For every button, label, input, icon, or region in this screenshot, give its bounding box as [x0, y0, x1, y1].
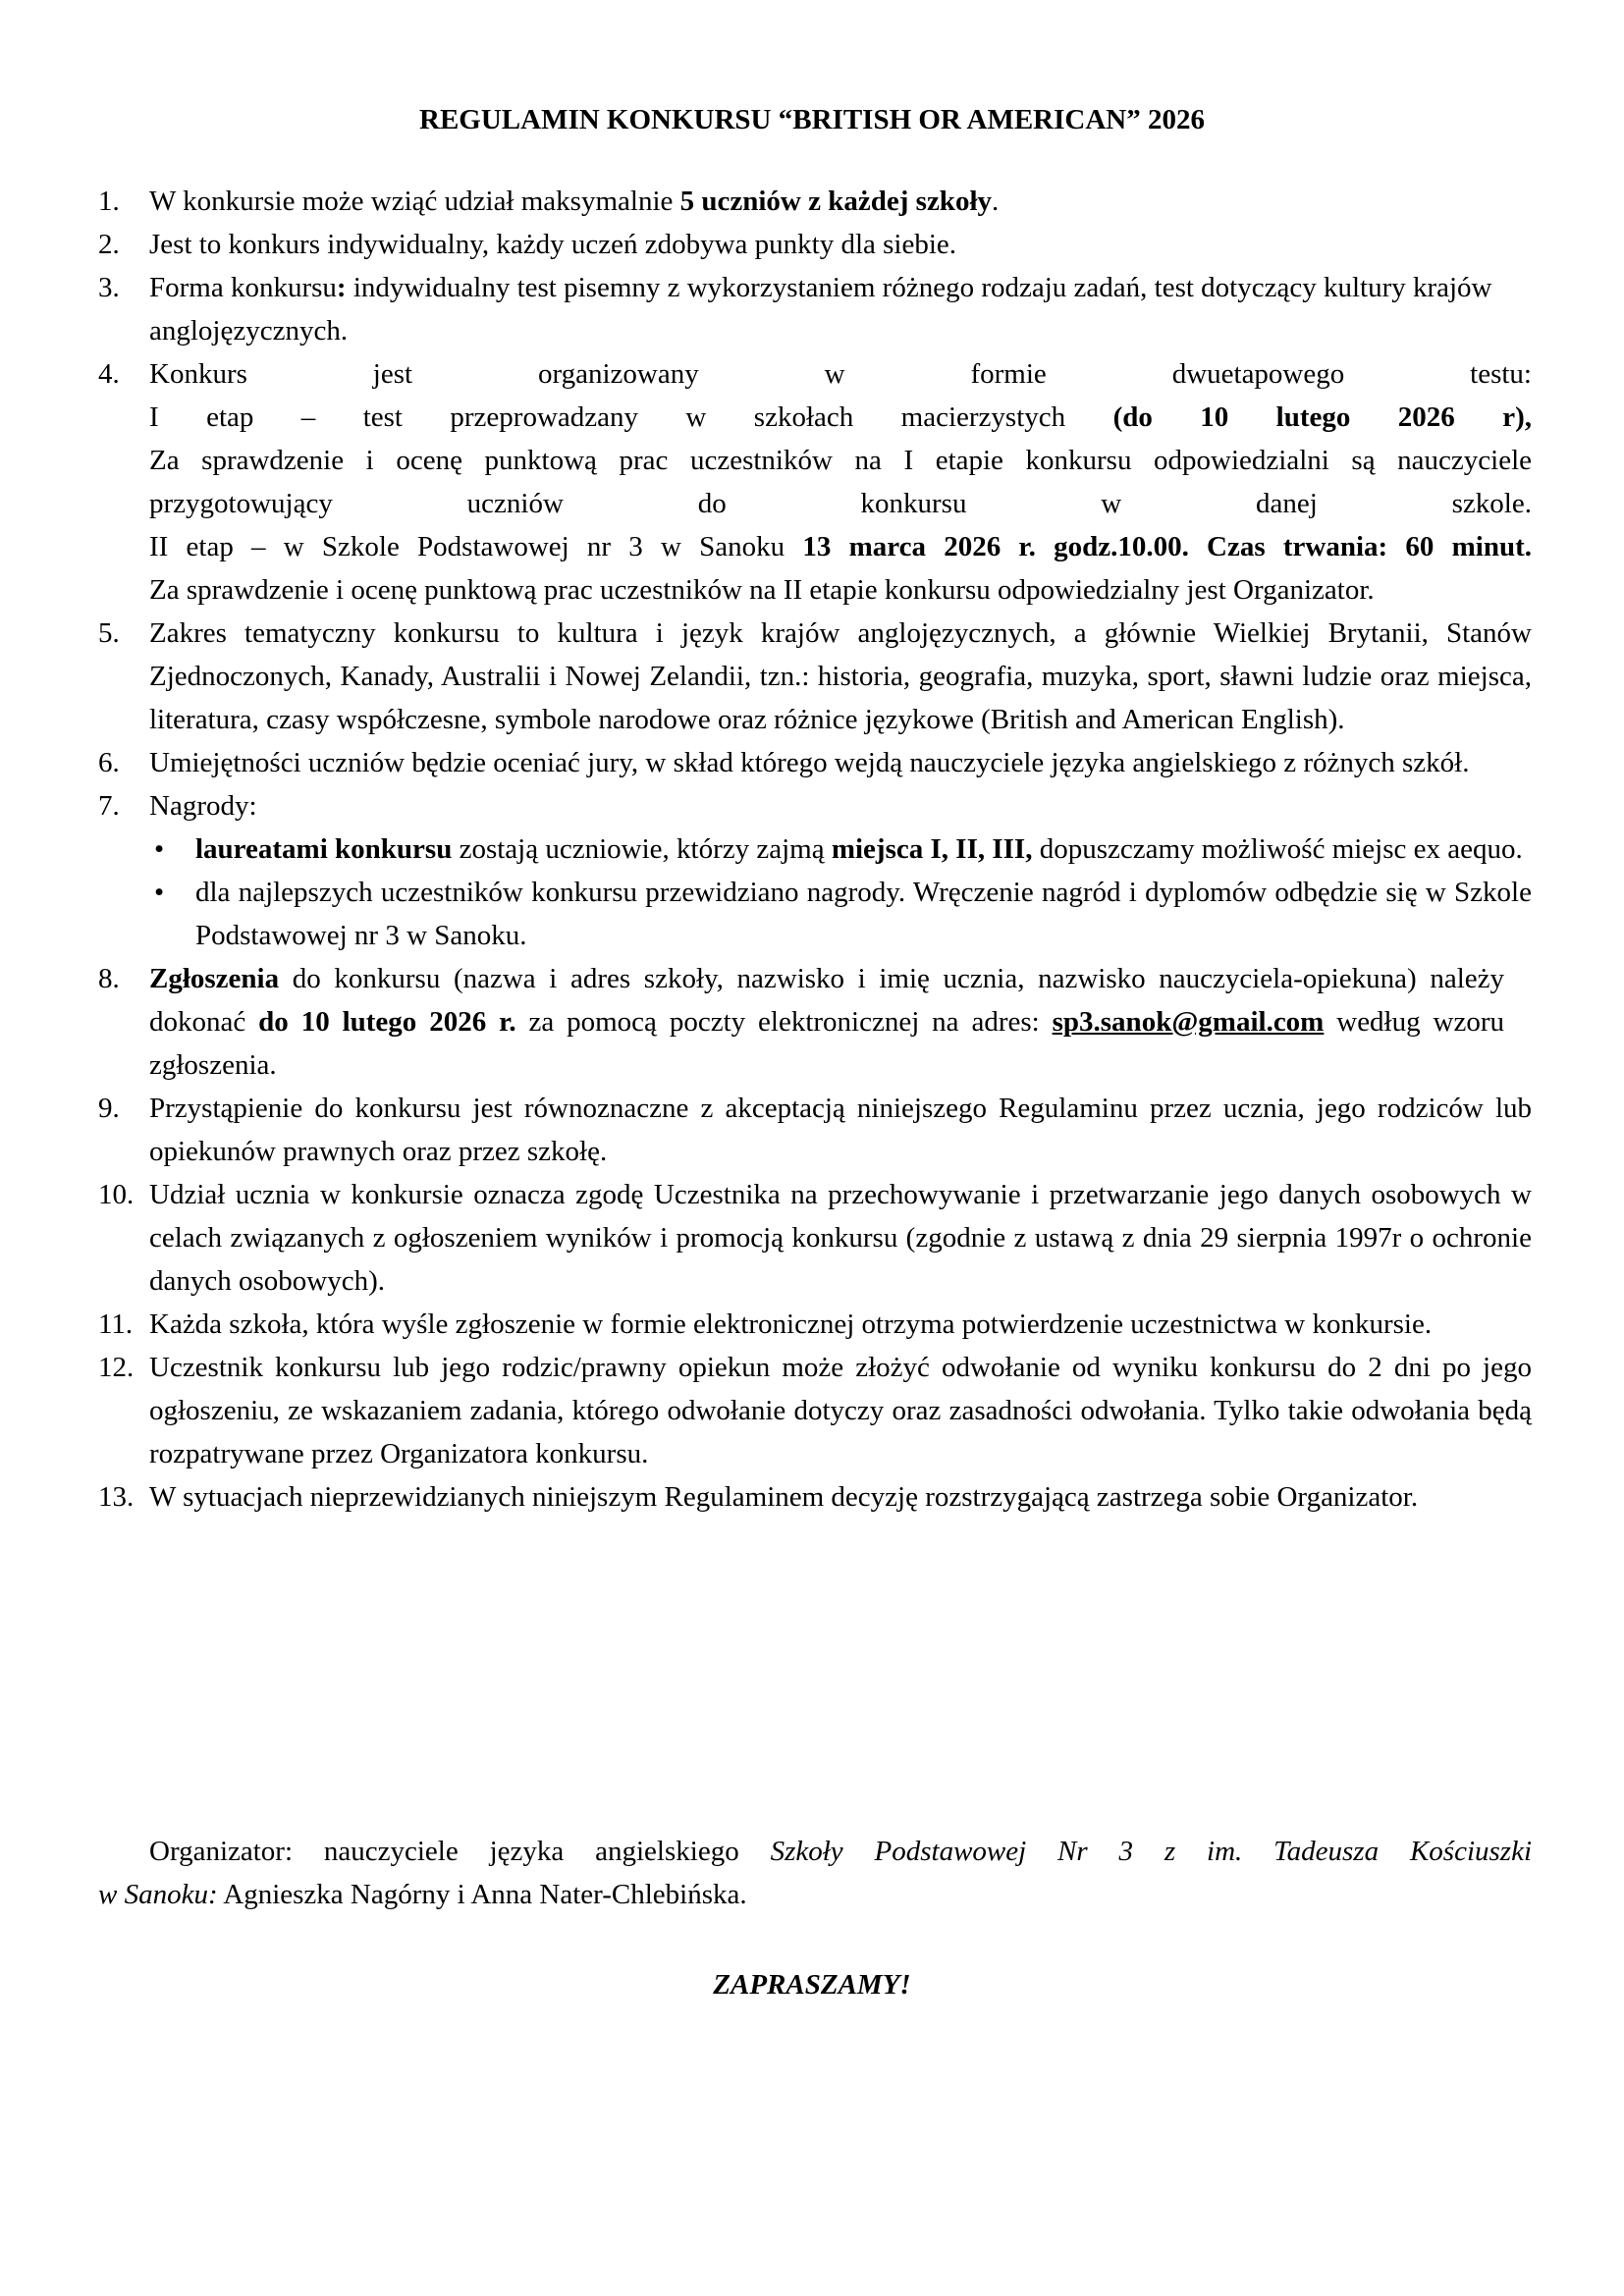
document-title: REGULAMIN KONKURSU “BRITISH OR AMERICAN” 2026: [419, 104, 1205, 135]
rule-text: Forma konkursu: [149, 272, 337, 303]
rule-emphasis: laureatami konkursu: [195, 833, 453, 865]
rule-line: przygotowujący uczniów do konkursu w danej szkole.: [149, 488, 1532, 519]
rule-text: W konkursie może wziąć udział maksymalnie: [149, 186, 680, 217]
stage-2-date: 13 marca 2026 r. godz.10.00. Czas trwania: 60 minut.: [802, 531, 1532, 562]
rule-number: 9.: [98, 1093, 120, 1124]
rule-line: Za sprawdzenie i ocenę punktową prac uczestników na II etapie konkursu odpowiedzialny jest Organizator.: [149, 574, 1375, 606]
rule-emphasis: 5 uczniów z każdej szkoły: [679, 186, 992, 217]
rule-number: 8.: [98, 963, 120, 994]
rule-item-13: [98, 1475, 1532, 1519]
stage-1-deadline: (do 10 lutego 2026 r),: [1112, 401, 1533, 433]
rule-item-2: [98, 223, 1532, 266]
rule-text: I etap – test przeprowadzany w szkołach macierzystych: [149, 401, 1113, 433]
rule-number: 3.: [98, 272, 120, 303]
rule-text: dopuszczamy możliwość miejsc ex aequo.: [1032, 833, 1523, 865]
rule-text: indywidualny test pisemny z wykorzystaniem różnego rodzaju zadań, test dotyczący kultury krajów anglojęzycznych.: [149, 272, 1492, 347]
rule-text: Każda szkoła, która wyśle zgłoszenie w formie elektronicznej otrzyma potwierdzenie uczestnictwa w konkursie.: [149, 1308, 1433, 1340]
rule-text: Zakres tematyczny konkursu to kultura i język krajów anglojęzycznych, a głównie Wielkiej Brytanii, Stanów Zjednoczonych, Kanady, Australii i Nowej Zelandii, tzn.: historia, geografia, muzyka, sport, sławni ludzie oraz miejsca, literatura, czasy współczesne, symbole narodowe oraz różnice językowe (British and American English).: [149, 617, 1532, 735]
rule-item-4: [98, 352, 1532, 612]
rule-item-10: [98, 1173, 1532, 1303]
rule-number: 12.: [98, 1352, 135, 1383]
rule-text: według wzoru zgłoszenia.: [149, 1006, 1504, 1081]
prize-bullet: [149, 871, 1532, 957]
rule-number: 4.: [98, 358, 120, 390]
school-location: w Sanoku:: [98, 1879, 218, 1910]
rule-item-5: [98, 612, 1532, 741]
rule-text: Udział ucznia w konkursie oznacza zgodę Uczestnika na przechowywanie i przetwarzanie jego danych osobowych w celach związanych z ogłoszeniem wyników i promocją konkursu (zgodnie z ustawą z dnia 29 sierpnia 1997r o ochronie danych osobowych).: [149, 1179, 1532, 1297]
rule-item-6: [98, 741, 1532, 784]
rule-number: 10.: [98, 1179, 135, 1210]
rule-line: Konkurs jest organizowany w formie dwuetapowego testu:: [149, 358, 1532, 390]
rule-text: .: [992, 186, 1000, 217]
rule-text: Umiejętności uczniów będzie oceniać jury, w skład którego wejdą nauczyciele języka angielskiego z różnych szkół.: [149, 747, 1470, 778]
rule-item-9: [98, 1087, 1532, 1173]
rule-number: 1.: [98, 186, 120, 217]
rule-emphasis: miejsca I, II, III,: [831, 833, 1033, 865]
rule-text: dla najlepszych uczestników konkursu przewidziano nagrody. Wręczenie nagród i dyplomów odbędzie się w Szkole Podstawowej nr 3 w Sanoku.: [195, 877, 1532, 951]
organizer-text: Organizator: nauczyciele języka angielskiego: [149, 1836, 771, 1867]
rule-number: 6.: [98, 747, 120, 778]
rule-number: 2.: [98, 229, 120, 260]
rule-item-7: [98, 784, 1532, 957]
rule-text: Jest to konkurs indywidualny, każdy uczeń zdobywa punkty dla siebie.: [149, 229, 957, 260]
rule-item-11: [98, 1303, 1532, 1346]
organizer-note: [98, 1830, 1532, 1916]
rule-line: [149, 525, 1532, 568]
rule-text: Przystąpienie do konkursu jest równoznaczne z akceptacją niniejszego Regulaminu przez ucznia, jego rodziców lub opiekunów prawnych oraz przez szkołę.: [149, 1093, 1532, 1167]
rule-text: za pomocą poczty elektronicznej na adres:: [515, 1006, 1053, 1038]
rule-text: zostają uczniowie, którzy zajmą: [452, 833, 832, 865]
prize-bullet: [149, 828, 1532, 871]
rule-emphasis: Zgłoszenia: [149, 963, 280, 994]
rule-text: Uczestnik konkursu lub jego rodzic/prawny opiekun może złożyć odwołanie od wyniku konkursu do 2 dni po jego ogłoszeniu, ze wskazaniem zadania, którego odwołanie dotyczy oraz zasadności odwołania. Tylko takie odwołania będą rozpatrywane przez Organizatora konkursu.: [149, 1352, 1532, 1469]
registration-deadline: do 10 lutego 2026 r.: [258, 1006, 516, 1038]
bullet-icon: •: [154, 877, 165, 908]
rule-item-3: [98, 266, 1532, 352]
bullet-icon: •: [154, 833, 165, 865]
rule-item-12: [98, 1346, 1532, 1475]
rule-line: [149, 396, 1532, 439]
email-link[interactable]: sp3.sanok@gmail.com: [1052, 1006, 1325, 1038]
rule-text: do konkursu (nazwa i adres szkoły, nazwisko i imię ucznia, nazwisko nauczyciela-opiekuna) należy dokonać: [149, 963, 1504, 1038]
prizes-list: [149, 828, 1532, 957]
rule-number: 7.: [98, 790, 120, 822]
organizer-line: [98, 1830, 1532, 1873]
rule-text: Nagrody:: [149, 790, 257, 822]
closing-invitation: ZAPRASZAMY!: [713, 1969, 911, 2001]
rule-number: 11.: [98, 1308, 134, 1340]
rule-line: Za sprawdzenie i ocenę punktową prac uczestników na I etapie konkursu odpowiedzialni są nauczyciele: [149, 445, 1532, 476]
school-name: Szkoły Podstawowej Nr 3 z im. Tadeusza Kościuszki: [770, 1836, 1532, 1867]
rule-emphasis: :: [336, 272, 347, 303]
rule-item-8: [98, 957, 1532, 1087]
rule-number: 13.: [98, 1481, 135, 1513]
rules-list: [98, 180, 1532, 1519]
organizer-names: Agnieszka Nagórny i Anna Nater-Chlebińska.: [217, 1879, 747, 1910]
rule-text: II etap – w Szkole Podstawowej nr 3 w Sanoku: [149, 531, 803, 562]
rule-item-1: [98, 180, 1532, 223]
rule-number: 5.: [98, 617, 120, 649]
rule-text: W sytuacjach nieprzewidzianych niniejszym Regulaminem decyzję rozstrzygającą zastrzega sobie Organizator.: [149, 1481, 1419, 1513]
